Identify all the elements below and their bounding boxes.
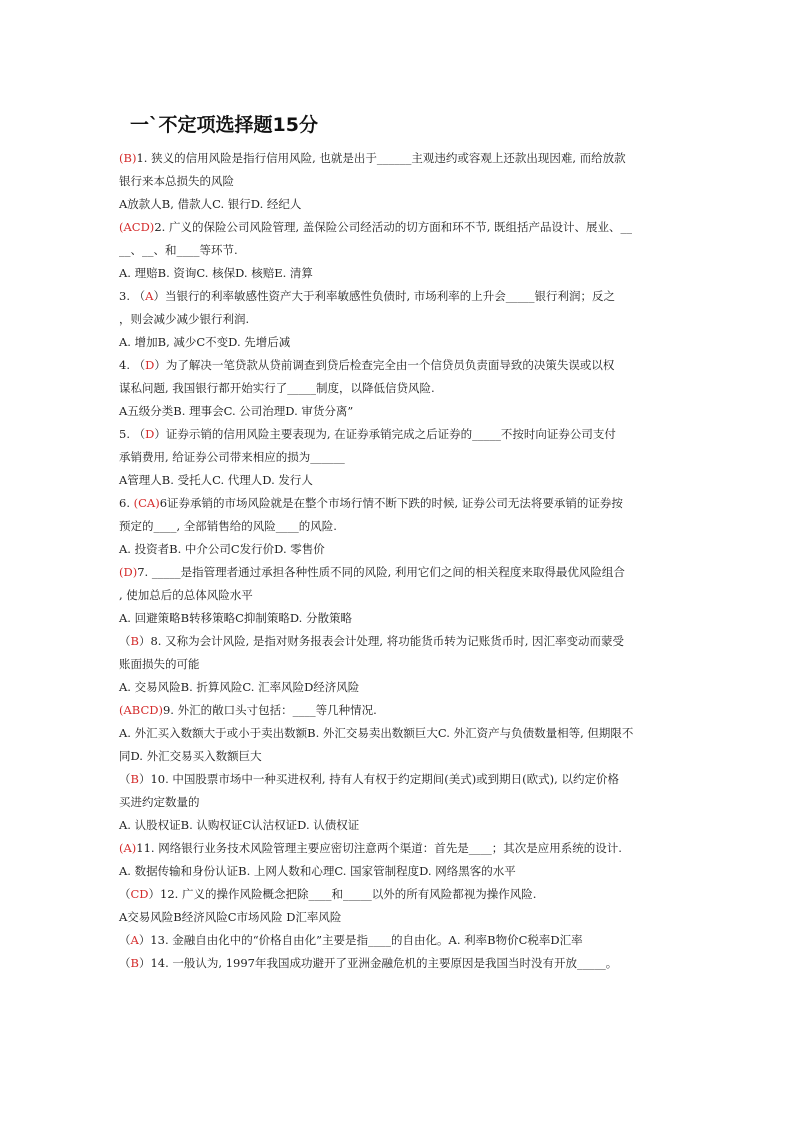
line-prefix: 4. （ (119, 358, 146, 372)
answer-key: CD (130, 887, 149, 901)
text-line (119, 170, 689, 193)
answer-key: D (145, 358, 155, 372)
line-text: ）当银行的利率敏感性资产大于利率敏感性负债时, 市场利率的上升会_____银行利润；反之 (153, 289, 616, 303)
line-text: 2. 广义的保险公司风险管理, 盖保险公司经活动的切方面和环不节, 既组括产品设计、展业、__ (154, 220, 633, 234)
question-line (119, 768, 689, 791)
question-line (119, 216, 689, 239)
line-prefix: 6. (119, 496, 134, 510)
text-line (119, 377, 689, 400)
line-text: A. 回避策略B转移策略C抑制策略D. 分散策略 (119, 611, 352, 625)
line-text: A. 外汇买入数额大于或小于卖出数额B. 外汇交易卖出数额巨大C. 外汇资产与负债数量相等, 但期限不 (119, 726, 634, 740)
text-line (119, 906, 689, 929)
line-text: 同D. 外汇交易买入数额巨大 (119, 749, 262, 763)
text-line (119, 676, 689, 699)
answer-key: (ABCD) (119, 703, 163, 717)
text-line (119, 791, 689, 814)
line-prefix: （ (119, 634, 131, 648)
line-text: 账面损失的可能 (119, 657, 200, 671)
answer-key: B (130, 634, 139, 648)
text-line (119, 814, 689, 837)
text-line (119, 469, 689, 492)
line-text: A. 数据传输和身份认证B. 上网人数和心理C. 国家管制程度D. 网络黑客的水平 (119, 864, 516, 878)
line-text: ）12. 广义的操作风险概念把除____和_____以外的所有风险都视为操作风险. (148, 887, 537, 901)
line-text: ）14. 一般认为, 1997年我国成功避开了亚洲金融危机的主要原因是我国当时没有开放_____。 (138, 956, 618, 970)
line-text: A交易风险B经济风险C市场风险 D汇率风险 (119, 910, 342, 924)
line-prefix: 3. （ (119, 289, 146, 303)
text-line (119, 584, 689, 607)
line-text: ）10. 中国股票市场中一种买进权利, 持有人有权于约定期间(美式)或到期日(欧式), 以约定价格 (138, 772, 619, 786)
text-line (119, 239, 689, 262)
text-line (119, 722, 689, 745)
line-text: ）13. 金融自由化中的“价格自由化”主要是指____的自由化。A. 利率B物价C税率D汇率 (138, 933, 583, 947)
text-line (119, 400, 689, 423)
answer-key: B (130, 956, 139, 970)
text-line (119, 331, 689, 354)
answer-key: A (130, 933, 139, 947)
line-text: A五级分类B. 理事会C. 公司治理D. 审货分离” (119, 404, 354, 418)
text-line (119, 193, 689, 216)
answer-key: (B) (119, 151, 137, 165)
question-line (119, 630, 689, 653)
text-line (119, 607, 689, 630)
line-text: A. 投资者B. 中介公司C发行价D. 零售价 (119, 542, 325, 556)
question-line (119, 354, 689, 377)
line-text: A. 认股权证B. 认购权证C认沽权证D. 认债权证 (119, 818, 360, 832)
text-line (119, 446, 689, 469)
line-text: ，则会减少减少银行利润. (119, 312, 250, 326)
line-prefix: （ (119, 772, 131, 786)
line-text: 9. 外汇的敞口头寸包括：____等几种情况. (162, 703, 377, 717)
answer-key: B (130, 772, 139, 786)
answer-key: A (145, 289, 154, 303)
line-text: ）8. 又称为会计风险, 是指对财务报表会计处理, 将功能货币转为记账货币时, 因汇率变动而蒙受 (138, 634, 625, 648)
question-line (119, 561, 689, 584)
text-line (119, 860, 689, 883)
question-line (119, 837, 689, 860)
answer-key: D (145, 427, 155, 441)
question-list (119, 147, 689, 975)
question-line (119, 285, 689, 308)
question-line (119, 929, 689, 952)
line-prefix: 5. （ (119, 427, 146, 441)
line-text: 1. 狭义的信用风险是指行信用风险, 也就是出于______主观违约或容观上还款出现因难, 而给放款 (136, 151, 626, 165)
question-line (119, 699, 689, 722)
question-line (119, 147, 689, 170)
answer-key: (ACD) (119, 220, 155, 234)
text-line (119, 538, 689, 561)
line-prefix: （ (119, 933, 131, 947)
line-text: 承销费用, 给证券公司带来相应的损为______ (119, 450, 345, 464)
question-line (119, 423, 689, 446)
line-prefix: （ (119, 956, 131, 970)
answer-key: (D) (119, 565, 138, 579)
line-text: A管理人B. 受托人C. 代理人D. 发行人 (119, 473, 313, 487)
line-text: , 使加总后的总体风险水平 (119, 588, 253, 602)
line-text: 11. 网络银行业务技术风险管理主要应密切注意两个渠道：首先是____；其次是应用系统的设计. (136, 841, 622, 855)
line-text: ）证券示销的信用风险主要表现为, 在证券承销完成之后证券的_____不按时向证券公司支付 (154, 427, 616, 441)
line-text: 银行来本总损失的风险 (119, 174, 234, 188)
answer-key: (CA) (133, 496, 160, 510)
line-text: A. 交易风险B. 折算风险C. 汇率风险D经济风险 (119, 680, 360, 694)
line-prefix: （ (119, 887, 131, 901)
text-line (119, 308, 689, 331)
line-text: 谋私问题, 我国银行都开始实行了_____制度，以降低信贷风险. (119, 381, 435, 395)
question-line (119, 883, 689, 906)
line-text: A. 理赔B. 资询C. 核保D. 核赔E. 清算 (119, 266, 313, 280)
text-line (119, 745, 689, 768)
question-line (119, 952, 689, 975)
question-line (119, 492, 689, 515)
line-text: __、__、和____等环节. (119, 243, 238, 257)
text-line (119, 653, 689, 676)
line-text: 7. _____是指管理者通过承担各种性质不同的风险, 利用它们之间的相关程度来取得最优风险组合 (137, 565, 625, 579)
answer-key: (A) (119, 841, 137, 855)
section-title: 一`不定项选择题15分 (130, 114, 318, 136)
line-text: 6证券承销的市场风险就是在整个市场行情不断下跌的时候, 证券公司无法将要承销的证券按 (159, 496, 623, 510)
line-text: A放款人B, 借款人C. 银行D. 经纪人 (119, 197, 302, 211)
text-line (119, 262, 689, 285)
line-text: 预定的____, 全部销售给的风险____的风险. (119, 519, 337, 533)
line-text: 买进约定数量的 (119, 795, 200, 809)
line-text: ）为了解决一笔贷款从贷前调查到贷后检查完全由一个信贷员负责面导致的决策失误或以权 (154, 358, 615, 372)
text-line (119, 515, 689, 538)
line-text: A. 增加B, 减少C不变D. 先增后减 (119, 335, 291, 349)
